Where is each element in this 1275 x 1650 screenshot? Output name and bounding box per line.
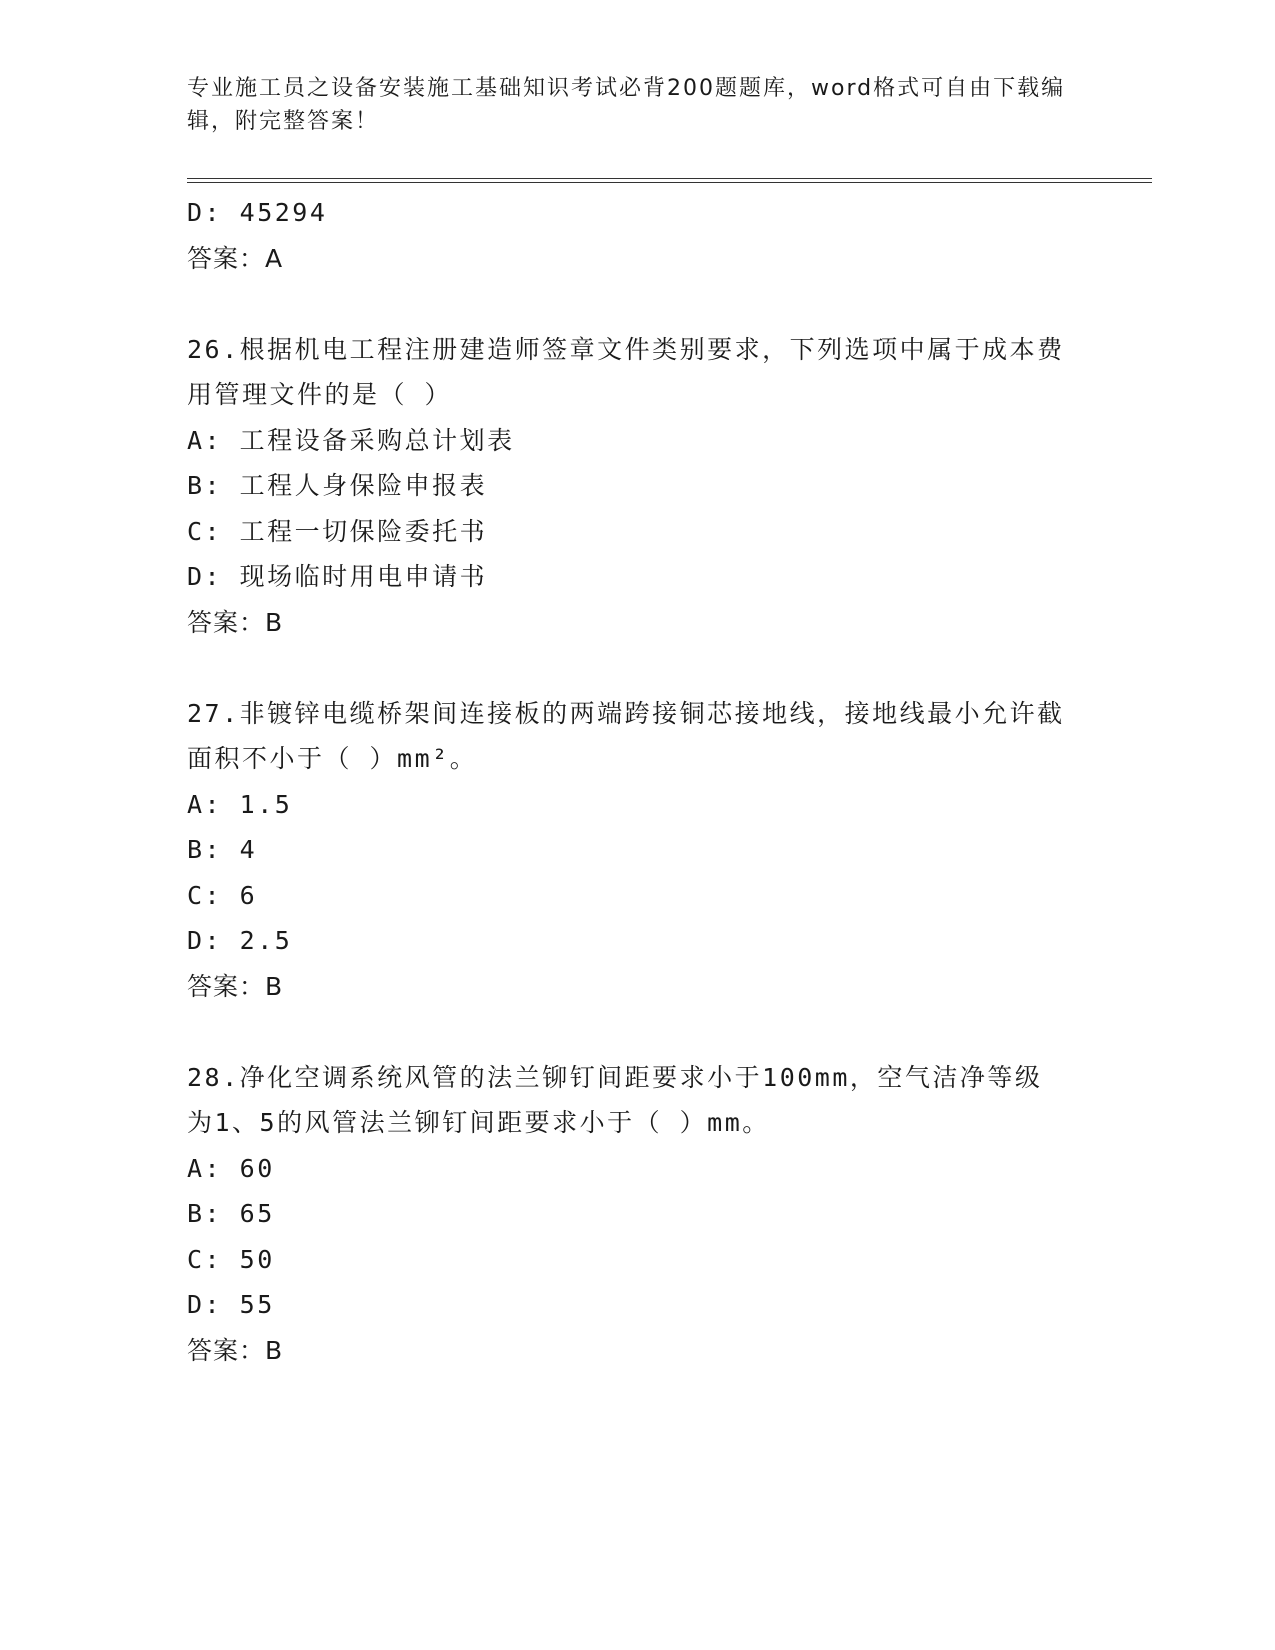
spacer xyxy=(187,645,1087,691)
option-b: B: 4 xyxy=(187,835,258,864)
spacer xyxy=(187,1009,1087,1055)
option-d: D: 现场临时用电申请书 xyxy=(187,562,488,591)
answer-label: 答案：B xyxy=(187,1335,284,1365)
answer-label: 答案：A xyxy=(187,243,284,273)
question-27 xyxy=(187,691,1087,1010)
option-a: A: 工程设备采购总计划表 xyxy=(187,425,515,455)
question-28 xyxy=(187,1055,1087,1374)
option-a: A: 1.5 xyxy=(187,789,293,819)
option-d: D: 2.5 xyxy=(187,926,293,955)
option-c: C: 6 xyxy=(187,880,258,910)
answer-label: 答案：B xyxy=(187,971,284,1001)
document-title: 专业施工员之设备安装施工基础知识考试必背200题题库，word格式可自由下载编辑，附完整答案！ xyxy=(187,76,1066,134)
option-d: D: 45294 xyxy=(187,198,328,227)
option-c: C: 工程一切保险委托书 xyxy=(187,516,488,546)
question-stem: 27.非镀锌电缆桥架间连接板的两端跨接铜芯接地线，接地线最小允许截面积不小于（ ）mm²。 xyxy=(187,698,1065,773)
option-b: B: 65 xyxy=(187,1199,275,1228)
option-b: B: 工程人身保险申报表 xyxy=(187,471,488,500)
option-c: C: 50 xyxy=(187,1244,275,1274)
question-26 xyxy=(187,327,1087,646)
question-stem: 26.根据机电工程注册建造师签章文件类别要求，下列选项中属于成本费用管理文件的是（ ） xyxy=(187,334,1065,409)
option-a: A: 60 xyxy=(187,1153,275,1183)
header-divider xyxy=(187,178,1152,183)
spacer xyxy=(187,281,1087,327)
option-d: D: 55 xyxy=(187,1290,275,1319)
answer-label: 答案：B xyxy=(187,607,284,637)
question-stem: 28.净化空调系统风管的法兰铆钉间距要求小于100mm，空气洁净等级为1、5的风管法兰铆钉间距要求小于（ ）mm。 xyxy=(187,1062,1043,1137)
question-list xyxy=(187,190,1087,1373)
page-header xyxy=(187,72,1067,138)
